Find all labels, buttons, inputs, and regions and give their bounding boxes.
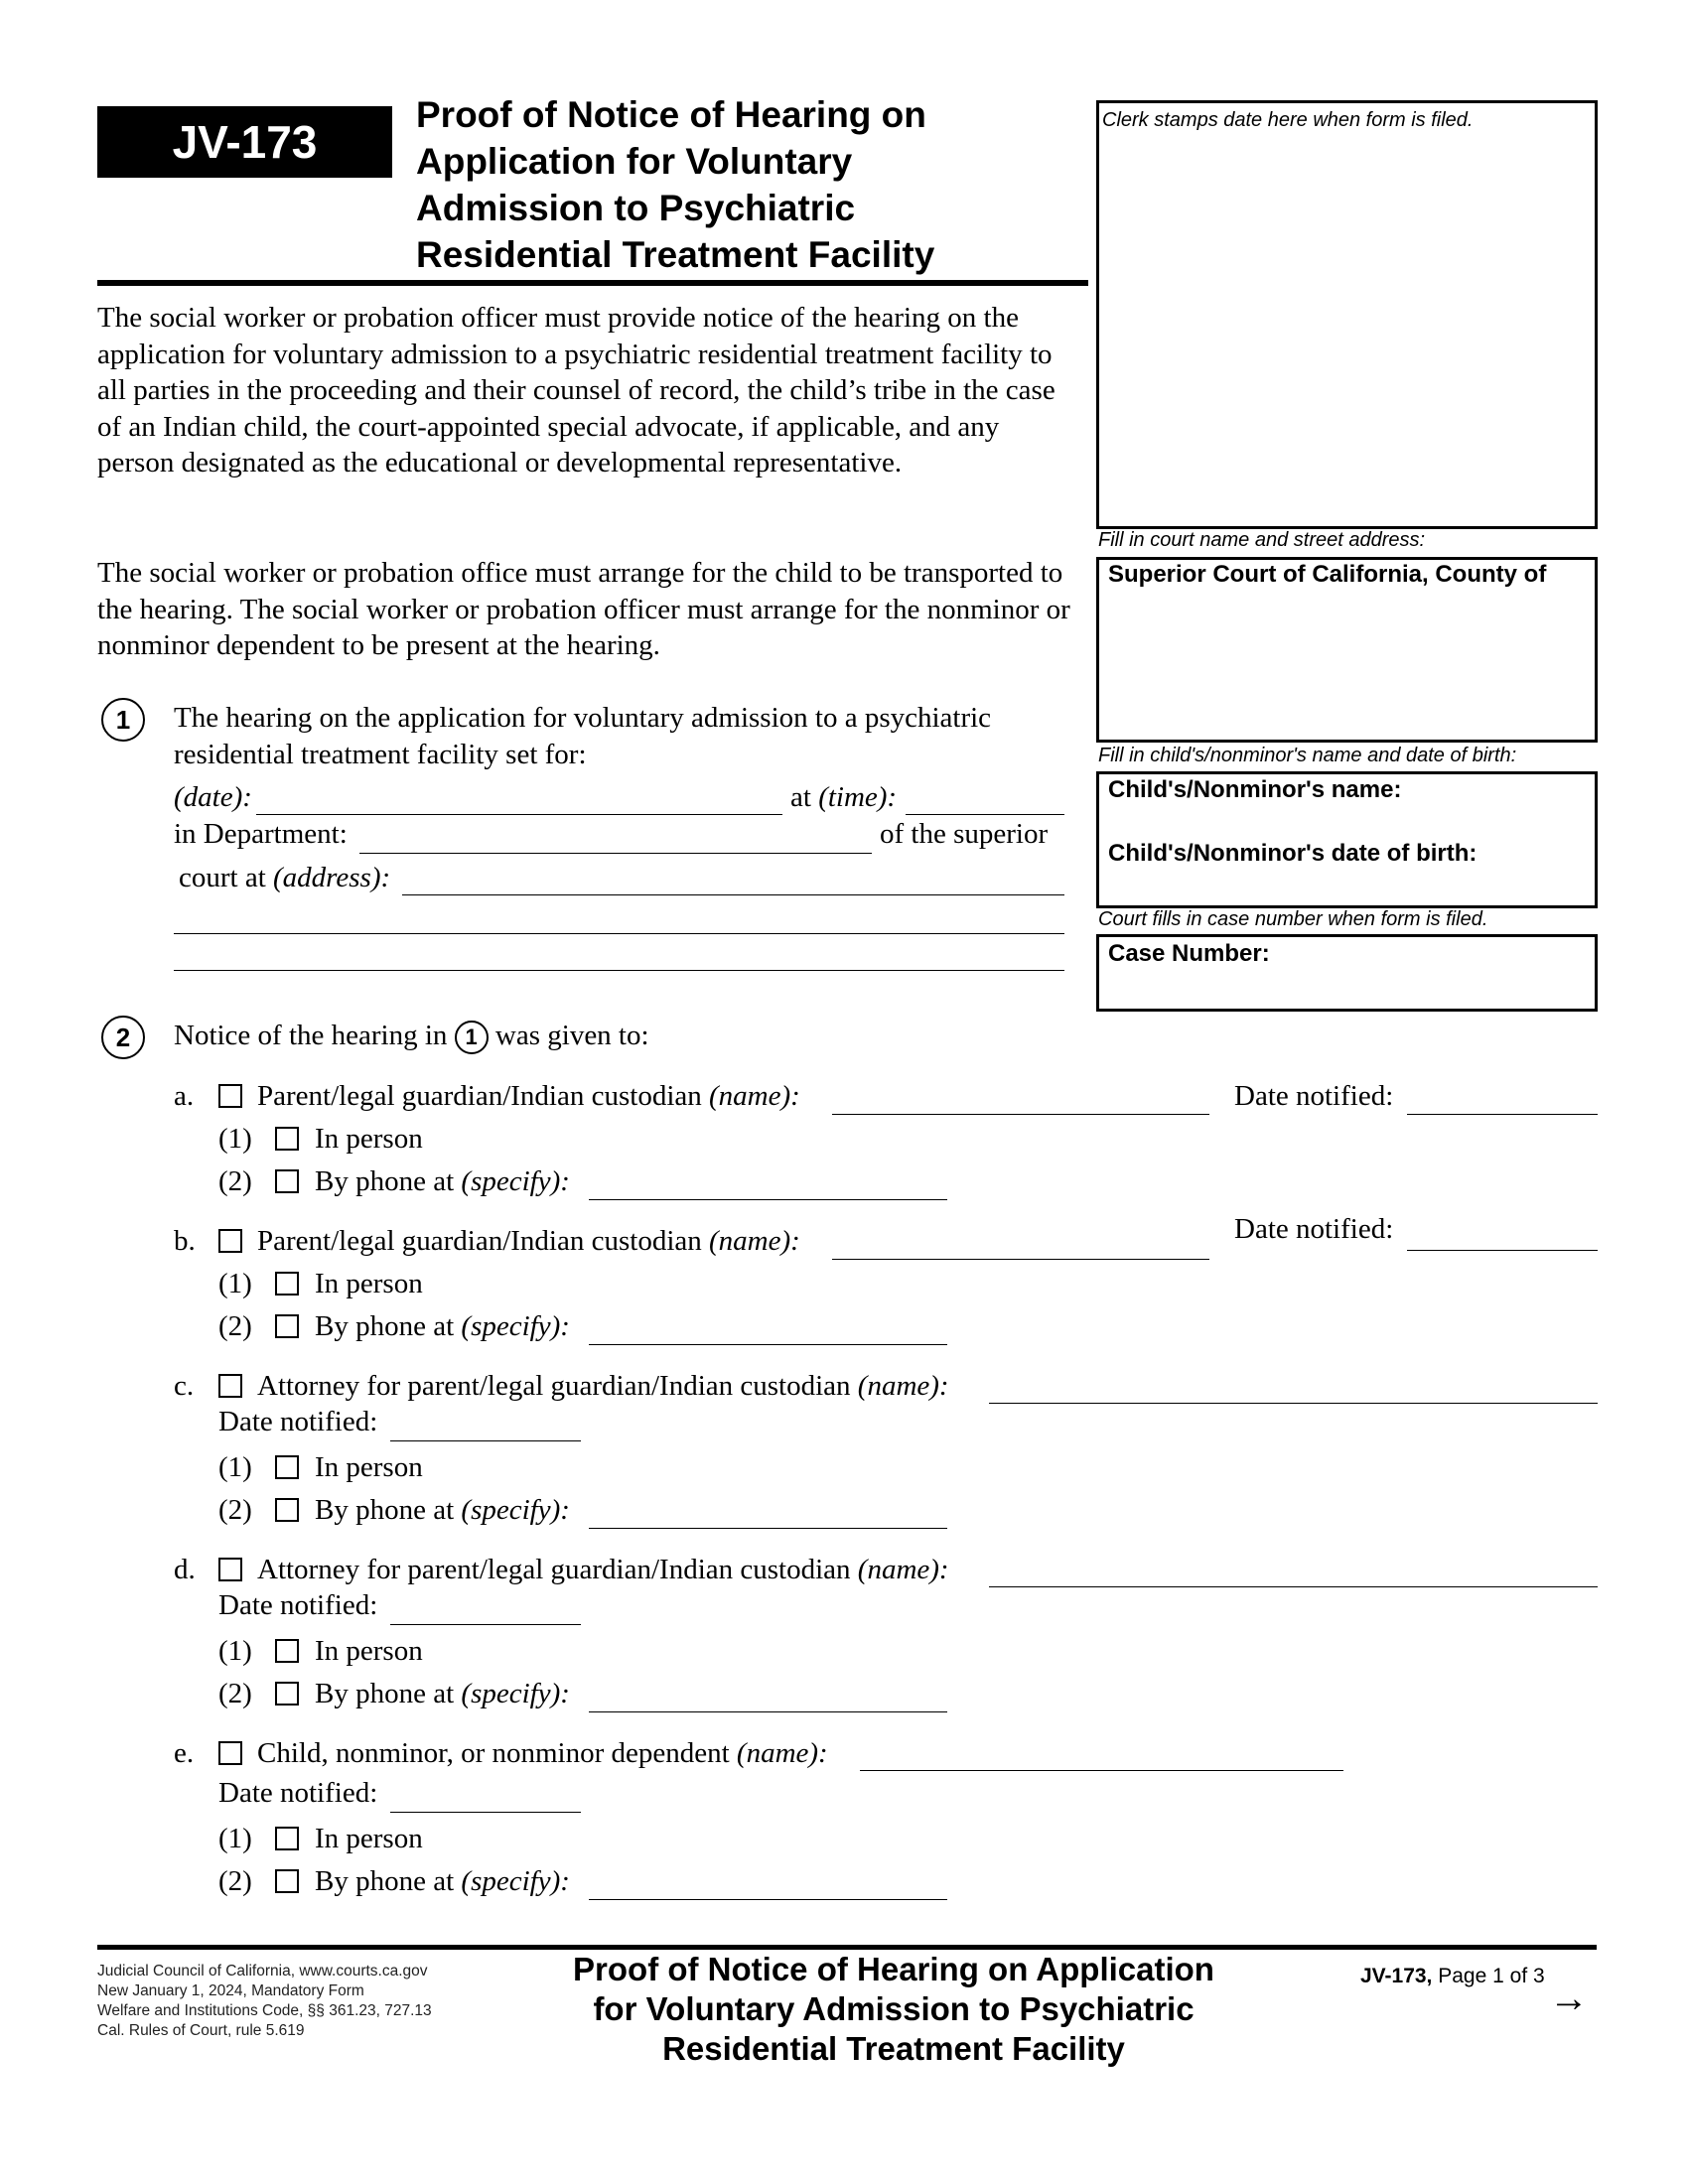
item-2e-checkbox[interactable] <box>218 1741 242 1765</box>
item-2-number: 2 <box>101 1016 145 1059</box>
item-2c-date-label: Date notified: <box>218 1406 378 1437</box>
item-2a-phone-checkbox[interactable] <box>275 1169 299 1193</box>
item-2a-opt2-num: (2) <box>218 1165 252 1197</box>
item-2c-in-person-label: In person <box>315 1451 423 1483</box>
next-page-arrow-icon: → <box>1549 1977 1589 2020</box>
child-box-note: Fill in child's/nonminor's name and date of birth: <box>1098 745 1517 766</box>
superior-label: of the superior <box>880 818 1049 850</box>
footer-title-line: for Voluntary Admission to Psychiatric <box>593 1990 1195 2027</box>
item-2c-label: Attorney for parent/legal guardian/Indian custodian (name): <box>257 1370 949 1402</box>
intro-paragraph-1: The social worker or probation officer must provide notice of the hearing on the application for voluntary admission to a psychiatric residential treatment facility to all parties in the proceeding and their counsel of record, the child’s tribe in the case of an Indian child, the court-appointed special advocate, if applicable, and any person designated as the educational or developmental representative. <box>97 302 1055 478</box>
item-2a-in-person-checkbox[interactable] <box>275 1127 299 1151</box>
court-address-field-3[interactable] <box>174 970 1064 971</box>
item-2b-in-person-label: In person <box>315 1268 423 1299</box>
item-2e-opt1-num: (1) <box>218 1823 252 1854</box>
child-dob-label: Child's/Nonminor's date of birth: <box>1108 840 1477 867</box>
title-line: Residential Treatment Facility <box>416 234 935 275</box>
item-2d-opt1-num: (1) <box>218 1635 252 1667</box>
item-2e-label: Child, nonminor, or nonminor dependent (name): <box>257 1737 828 1769</box>
item-2e-date-label: Date notified: <box>218 1777 378 1809</box>
department-label: in Department: <box>174 818 348 850</box>
item-2b-letter: b. <box>174 1225 196 1257</box>
hearing-time-field[interactable] <box>906 814 1064 815</box>
item-2d-name-field[interactable] <box>989 1586 1598 1587</box>
title-line: Admission to Psychiatric <box>416 188 856 228</box>
court-address-label: court at (address): <box>179 862 391 893</box>
case-number-label: Case Number: <box>1108 940 1270 967</box>
item-2a-letter: a. <box>174 1080 195 1112</box>
item-2d-phone-field[interactable] <box>589 1711 947 1712</box>
hearing-time-label: at (time): <box>790 781 898 813</box>
item-2e-name-field[interactable] <box>860 1770 1343 1771</box>
footer-page-info <box>1360 1965 1545 1988</box>
item-2c-checkbox[interactable] <box>218 1374 242 1398</box>
item-2d-letter: d. <box>174 1554 196 1585</box>
child-name-label: Child's/Nonminor's name: <box>1108 776 1402 803</box>
item-2a-label: Parent/legal guardian/Indian custodian (name): <box>257 1080 800 1112</box>
item-2d-opt2-num: (2) <box>218 1678 252 1709</box>
item-2a-phone-field[interactable] <box>589 1199 947 1200</box>
item-2a-checkbox[interactable] <box>218 1084 242 1108</box>
footer-citation-line: Welfare and Institutions Code, §§ 361.23, 727.13 <box>97 2002 432 2019</box>
item-2a-opt1-num: (1) <box>218 1123 252 1155</box>
item-2c-phone-checkbox[interactable] <box>275 1498 299 1522</box>
item-2b-phone-label: By phone at (specify): <box>315 1310 570 1342</box>
item-2d-checkbox[interactable] <box>218 1558 242 1581</box>
item-2a-name-field[interactable] <box>832 1114 1209 1115</box>
item-2b-date-field[interactable] <box>1407 1250 1598 1251</box>
item-2c-letter: c. <box>174 1370 195 1402</box>
case-box-note: Court fills in case number when form is filed. <box>1098 908 1488 930</box>
item-2e-opt2-num: (2) <box>218 1865 252 1897</box>
footer-title-line: Residential Treatment Facility <box>662 2030 1125 2067</box>
footer-citation-line: Judicial Council of California, www.courts.ca.gov <box>97 1963 428 1979</box>
item-1-text-line2: residential treatment facility set for: <box>174 739 587 770</box>
title-divider <box>97 280 1088 286</box>
item-2b-phone-checkbox[interactable] <box>275 1314 299 1338</box>
item-2d-in-person-label: In person <box>315 1635 423 1667</box>
court-name-label: Superior Court of California, County of <box>1108 561 1547 588</box>
item-1-number: 1 <box>101 698 145 742</box>
item-2b-in-person-checkbox[interactable] <box>275 1272 299 1296</box>
item-2c-date-field[interactable] <box>390 1440 581 1441</box>
item-1-reference: 1 <box>455 1021 489 1054</box>
item-2d-phone-checkbox[interactable] <box>275 1682 299 1706</box>
department-field[interactable] <box>359 853 872 854</box>
item-2c-opt2-num: (2) <box>218 1494 252 1526</box>
item-2e-date-field[interactable] <box>390 1812 581 1813</box>
item-2d-date-field[interactable] <box>390 1624 581 1625</box>
item-2b-label: Parent/legal guardian/Indian custodian (name): <box>257 1225 800 1257</box>
item-2a-date-label: Date notified: <box>1234 1080 1394 1112</box>
item-2e-letter: e. <box>174 1737 195 1769</box>
item-2c-in-person-checkbox[interactable] <box>275 1455 299 1479</box>
page-title <box>416 91 1071 278</box>
item-2b-phone-field[interactable] <box>589 1344 947 1345</box>
clerk-stamp-note: Clerk stamps date here when form is filed. <box>1102 109 1474 131</box>
footer-citation-line: Cal. Rules of Court, rule 5.619 <box>97 2022 305 2039</box>
item-2d-date-label: Date notified: <box>218 1589 378 1621</box>
clerk-stamp-box <box>1096 100 1598 529</box>
footer-citation-line: New January 1, 2024, Mandatory Form <box>97 1982 364 1999</box>
item-2e-phone-checkbox[interactable] <box>275 1869 299 1893</box>
item-2e-phone-label: By phone at (specify): <box>315 1865 570 1897</box>
item-2e-in-person-label: In person <box>315 1823 423 1854</box>
court-address-field-1[interactable] <box>402 894 1064 895</box>
item-2c-name-field[interactable] <box>989 1403 1598 1404</box>
hearing-date-field[interactable] <box>256 814 782 815</box>
item-2b-opt2-num: (2) <box>218 1310 252 1342</box>
item-2b-opt1-num: (1) <box>218 1268 252 1299</box>
hearing-date-label: (date): <box>174 781 252 813</box>
title-line: Proof of Notice of Hearing on <box>416 94 926 135</box>
item-2c-opt1-num: (1) <box>218 1451 252 1483</box>
title-line: Application for Voluntary <box>416 141 853 182</box>
intro-paragraph-2: The social worker or probation office must arrange for the child to be transported to the hearing. The social worker or probation officer must arrange for the nonminor or nonminor dependent to be present at the hearing. <box>97 557 1070 661</box>
court-address-field-2[interactable] <box>174 933 1064 934</box>
footer-form-number: JV-173, <box>1360 1965 1433 1987</box>
item-2d-phone-label: By phone at (specify): <box>315 1678 570 1709</box>
footer-title-line: Proof of Notice of Hearing on Application <box>573 1951 1214 1987</box>
item-2b-date-label: Date notified: <box>1234 1213 1394 1245</box>
item-2c-phone-field[interactable] <box>589 1528 947 1529</box>
item-2d-label: Attorney for parent/legal guardian/Indian custodian (name): <box>257 1554 949 1585</box>
item-2a-date-field[interactable] <box>1407 1114 1598 1115</box>
footer-citation <box>97 1962 432 2041</box>
item-2-text: Notice of the hearing in 1 was given to: <box>174 1020 649 1054</box>
form-number-badge: JV-173 <box>97 106 392 178</box>
item-2a-in-person-label: In person <box>315 1123 423 1155</box>
item-1-text-line1: The hearing on the application for voluntary admission to a psychiatric <box>174 702 992 734</box>
item-2c-phone-label: By phone at (specify): <box>315 1494 570 1526</box>
item-2b-name-field[interactable] <box>832 1259 1209 1260</box>
item-2b-checkbox[interactable] <box>218 1229 242 1253</box>
item-2a-phone-label: By phone at (specify): <box>315 1165 570 1197</box>
footer-page-number: Page 1 of 3 <box>1438 1965 1545 1987</box>
footer-title <box>496 1950 1291 2069</box>
item-2e-phone-field[interactable] <box>589 1899 947 1900</box>
court-box-note: Fill in court name and street address: <box>1098 529 1426 551</box>
item-2d-in-person-checkbox[interactable] <box>275 1639 299 1663</box>
item-2e-in-person-checkbox[interactable] <box>275 1827 299 1850</box>
